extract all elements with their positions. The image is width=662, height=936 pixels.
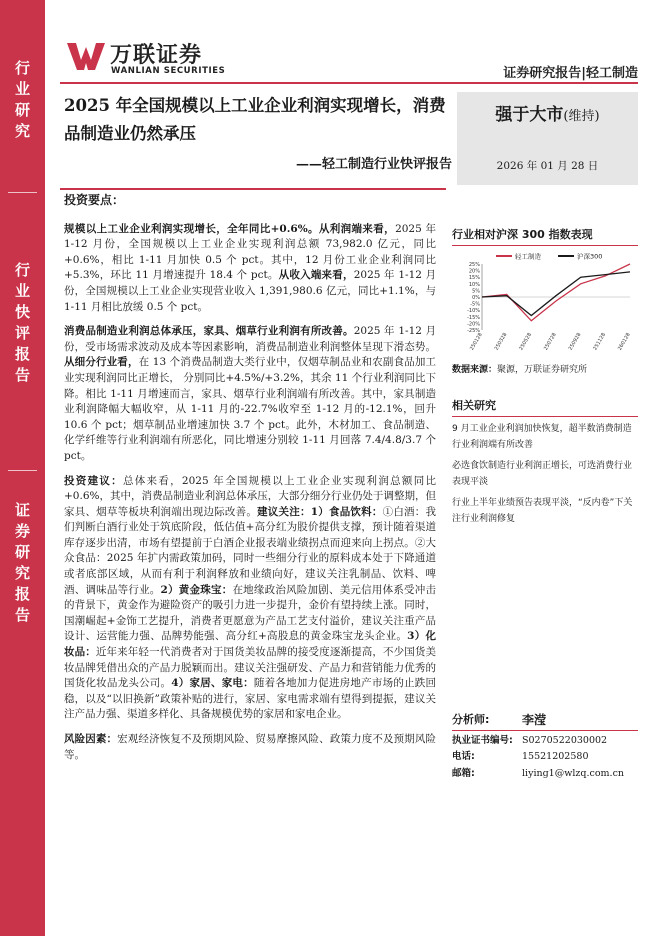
source-text: 聚源，万联证券研究所	[497, 365, 588, 375]
x-tick-label: 250928	[567, 332, 583, 352]
body-text: 2025 年 1-12 月份，全国规模以上工业企业实现营业收入 1,391,980.6 亿元，同比+1.1%，与 1-11 月相比放缓 0.5 个 pct。	[64, 269, 436, 313]
body-text: 宏观经济恢复不及预期风险、贸易摩擦风险、政策力度不及预期风险等。	[64, 733, 437, 761]
sidebar-section-quick-review	[0, 260, 45, 386]
x-tick-label: 260128	[616, 332, 632, 352]
legend-label: 沪深300	[577, 252, 603, 261]
x-tick-label: 251128	[592, 332, 608, 352]
legend-label: 轻工制造	[515, 252, 541, 261]
relative-performance-chart	[452, 250, 638, 358]
bold-lead: 规模以上工业企业利润实现增长，全年同比+0.6%。从利润端来看，	[64, 222, 396, 235]
bold-lead: 2）黄金珠宝：	[160, 583, 233, 596]
chart-heading-divider	[452, 245, 638, 246]
sidebar-char: 评	[14, 324, 30, 342]
bold-lead: 从收入端来看，	[278, 269, 354, 282]
x-tick-label: 250728	[542, 332, 558, 352]
sidebar-divider	[8, 192, 37, 193]
chart-heading: 行业相对沪深 300 指数表现	[452, 228, 593, 241]
chart-svg	[452, 250, 638, 358]
sidebar-section-industry-research	[0, 58, 45, 142]
y-tick-label: 0%	[472, 295, 480, 301]
source-label: 数据来源：	[452, 365, 498, 375]
body-text: 在 13 个消费品制造大类行业中，仅烟草制品业和农副食品加工业实现利润同比正增长， 分别同比+4.5%/+3.2%，其余 11 个行业利润同比下降。相比 1-11 月增速而言，家具、烟草行业利润端有所改善。其中，家具制造业利润降幅大幅收窄，从 1-11 月的-22.7%收窄至 1-12 月的-12.1%，回升 10.6 个 pct；烟草制品业增速加快 3.7 个 pct。此外，木材加工、食品制造、化学纤维等行业利润端有所恶化，同比增速分别较 1-11 月回落 7.4/4.8/3.7 个 pct。	[64, 356, 436, 462]
report-title: 2025 年全国规模以上工业企业利润实现增长，消费品制造业仍然承压	[64, 96, 446, 143]
phone-label: 电话:	[452, 751, 475, 762]
phone-row	[452, 749, 638, 766]
analyst-info	[452, 712, 638, 782]
section-label: 投资要点：	[64, 193, 125, 207]
bold-lead: 消费品制造业利润总体承压，家具、烟草行业利润有所改善。	[64, 325, 354, 338]
phone-number: 15521202580	[522, 751, 589, 762]
sidebar-char: 行	[14, 261, 30, 279]
body-text: 2025 年 1-12 月份，受市场需求波动及成本等因素影响，消费品制造业利润整体呈现下滑态势。	[64, 325, 436, 353]
y-tick-label: -10%	[467, 308, 480, 315]
sidebar-char: 业	[14, 282, 30, 300]
logo-text-cn: 万联证券	[110, 43, 203, 68]
related-research-link[interactable]: 行业上半年业绩预告表现平淡，“反内卷”下关注行业利润修复	[452, 498, 633, 524]
paragraph-investment-advice	[64, 474, 436, 724]
sidebar-char: 业	[14, 80, 30, 98]
sidebar-char: 券	[14, 522, 30, 540]
bold-lead: 风险因素：	[64, 733, 118, 745]
analyst-label: 分析师:	[452, 713, 490, 726]
header-divider	[60, 82, 638, 84]
email-label: 邮箱:	[452, 767, 475, 779]
y-tick-label: -15%	[467, 314, 480, 321]
bold-lead: 3）化妆品：	[64, 630, 436, 659]
bold-lead: 建议关注：1）食品饮料：	[257, 505, 383, 518]
bold-lead: 从细分行业看，	[64, 356, 139, 369]
sidebar-char: 报	[14, 345, 30, 363]
related-heading-divider	[452, 416, 638, 417]
bold-lead: 投资建议：	[64, 474, 123, 487]
chart-source	[452, 362, 638, 375]
logo-text-en: WANLIAN SECURITIES	[111, 66, 226, 76]
email-address[interactable]: liying1@wlzq.com.cn	[522, 767, 625, 779]
main-content	[64, 193, 436, 772]
body-text: ①白酒：我们判断白酒行业处于筑底阶段，低估值+高分红为股价提供支撑，预计随着渠道库存逐步出清，市场有望提前于白酒企业报表端业绩拐点而迎来向上拐点。②大众食品：2025 年扩内需政策加码，同时一些细分行业的原料成本处于下降通道或者底部区域，从而有利于利润释放和业绩向好，建议关注乳制品、饮料、啤酒、调味品等行业。	[64, 505, 437, 596]
wanlian-logo-icon	[66, 40, 106, 72]
y-tick-label: 10%	[468, 281, 480, 288]
analyst-name: 李滢	[522, 713, 547, 727]
rating-label: 强于大市	[495, 105, 564, 125]
report-date: 2026 年 01 月 28 日	[496, 160, 599, 172]
cert-number: S0270522030002	[522, 734, 608, 746]
body-text: 2025 年 1-12 月份，全国规模以上工业企业实现利润总额 73,982.0 亿元，同比+0.6%，相比 1-11 月加快 0.5 个 pct。其中，12 月份工业企业利润同比+5.3%，环比 11 月增速提升 18.4 个 pct。	[64, 222, 436, 282]
x-tick-label: 250128	[468, 332, 484, 352]
related-research-list	[452, 422, 638, 527]
content-divider	[60, 188, 446, 190]
bold-lead: 4）家居、家电：	[171, 677, 254, 690]
report-subtitle: ——轻工制造行业快评报告	[295, 157, 452, 172]
series-line-0	[482, 264, 630, 321]
sidebar-char: 快	[14, 303, 30, 321]
sidebar-char: 告	[14, 366, 30, 384]
x-tick-label: 250528	[518, 332, 534, 352]
body-text: 随着各地加力促进房地产市场的止跌回稳，以及“以旧换新”政策补贴的进行，家居、家电需求端有望得到提振，建议关注产品力强、渠道多样化、具备规模优势的家居和家电企业。	[64, 677, 437, 721]
email-row	[452, 766, 638, 783]
body-text: 在地缘政治风险加剧、美元信用体系受冲击的背景下，黄金作为避险资产的吸引力进一步提升，金价有望持续上涨。同时，国潮崛起+金饰工艺提升，消费者更愿意为产品工艺支付溢价，建议关注重产品设计、运营能力强、品牌势能强、高分红+高股息的黄金珠宝龙头企业。	[64, 583, 437, 643]
y-tick-label: -20%	[467, 321, 480, 328]
right-column	[452, 226, 638, 533]
analyst-row	[452, 712, 638, 729]
rating-box	[457, 92, 638, 185]
sidebar-char: 告	[14, 606, 30, 624]
sidebar-char: 证	[14, 501, 30, 519]
sidebar-char: 报	[14, 585, 30, 603]
y-tick-label: -25%	[467, 328, 480, 334]
y-tick-label: 25%	[468, 262, 480, 268]
sidebar-char: 研	[14, 101, 30, 119]
paragraph-consumer-goods	[64, 324, 436, 464]
series-line-1	[482, 272, 630, 316]
paragraph-profit	[64, 222, 436, 316]
body-text: 近年来年轻一代消费者对于国货美妆品牌的接受度逐渐提高，不少国货美妆品牌凭借出众的产品力脱颖而出。建议关注强研发、产品力和营销能力优秀的国货化妆品龙头公司。	[64, 646, 437, 690]
analyst-divider	[452, 730, 638, 731]
sidebar-section-securities-report	[0, 500, 45, 626]
paragraph-risk	[64, 732, 436, 763]
rating-status: (维持)	[563, 109, 600, 124]
report-type: 证券研究报告|轻工制造	[503, 66, 638, 81]
y-tick-label: -5%	[470, 301, 480, 308]
sidebar-char: 行	[14, 59, 30, 77]
related-research-link[interactable]: 9 月工业企业利润加快恢复，超半数消费制造行业利润端有所改善	[452, 424, 632, 450]
related-research-heading: 相关研究	[452, 399, 496, 412]
sidebar-char: 究	[14, 564, 30, 582]
sidebar-char: 研	[14, 543, 30, 561]
y-tick-label: 15%	[468, 275, 480, 282]
y-tick-label: 5%	[472, 288, 480, 295]
sidebar-divider	[8, 470, 37, 471]
rating	[457, 100, 638, 125]
y-tick-label: 20%	[468, 268, 480, 275]
cert-label: 执业证书编号:	[452, 734, 513, 746]
sidebar-char: 究	[14, 122, 30, 140]
cert-row	[452, 733, 638, 750]
x-tick-label: 250328	[493, 332, 509, 352]
body-text: 总体来看，2025 年全国规模以上工业企业实现利润总额同比+0.6%，其中，消费品制造业利润总体承压，大部分细分行业仍处于调整期，但家具、烟草等板块利润端出现边际改善。	[64, 474, 437, 518]
related-research-link[interactable]: 必选食饮制造行业利润正增长，可选消费行业表现平淡	[452, 461, 633, 487]
